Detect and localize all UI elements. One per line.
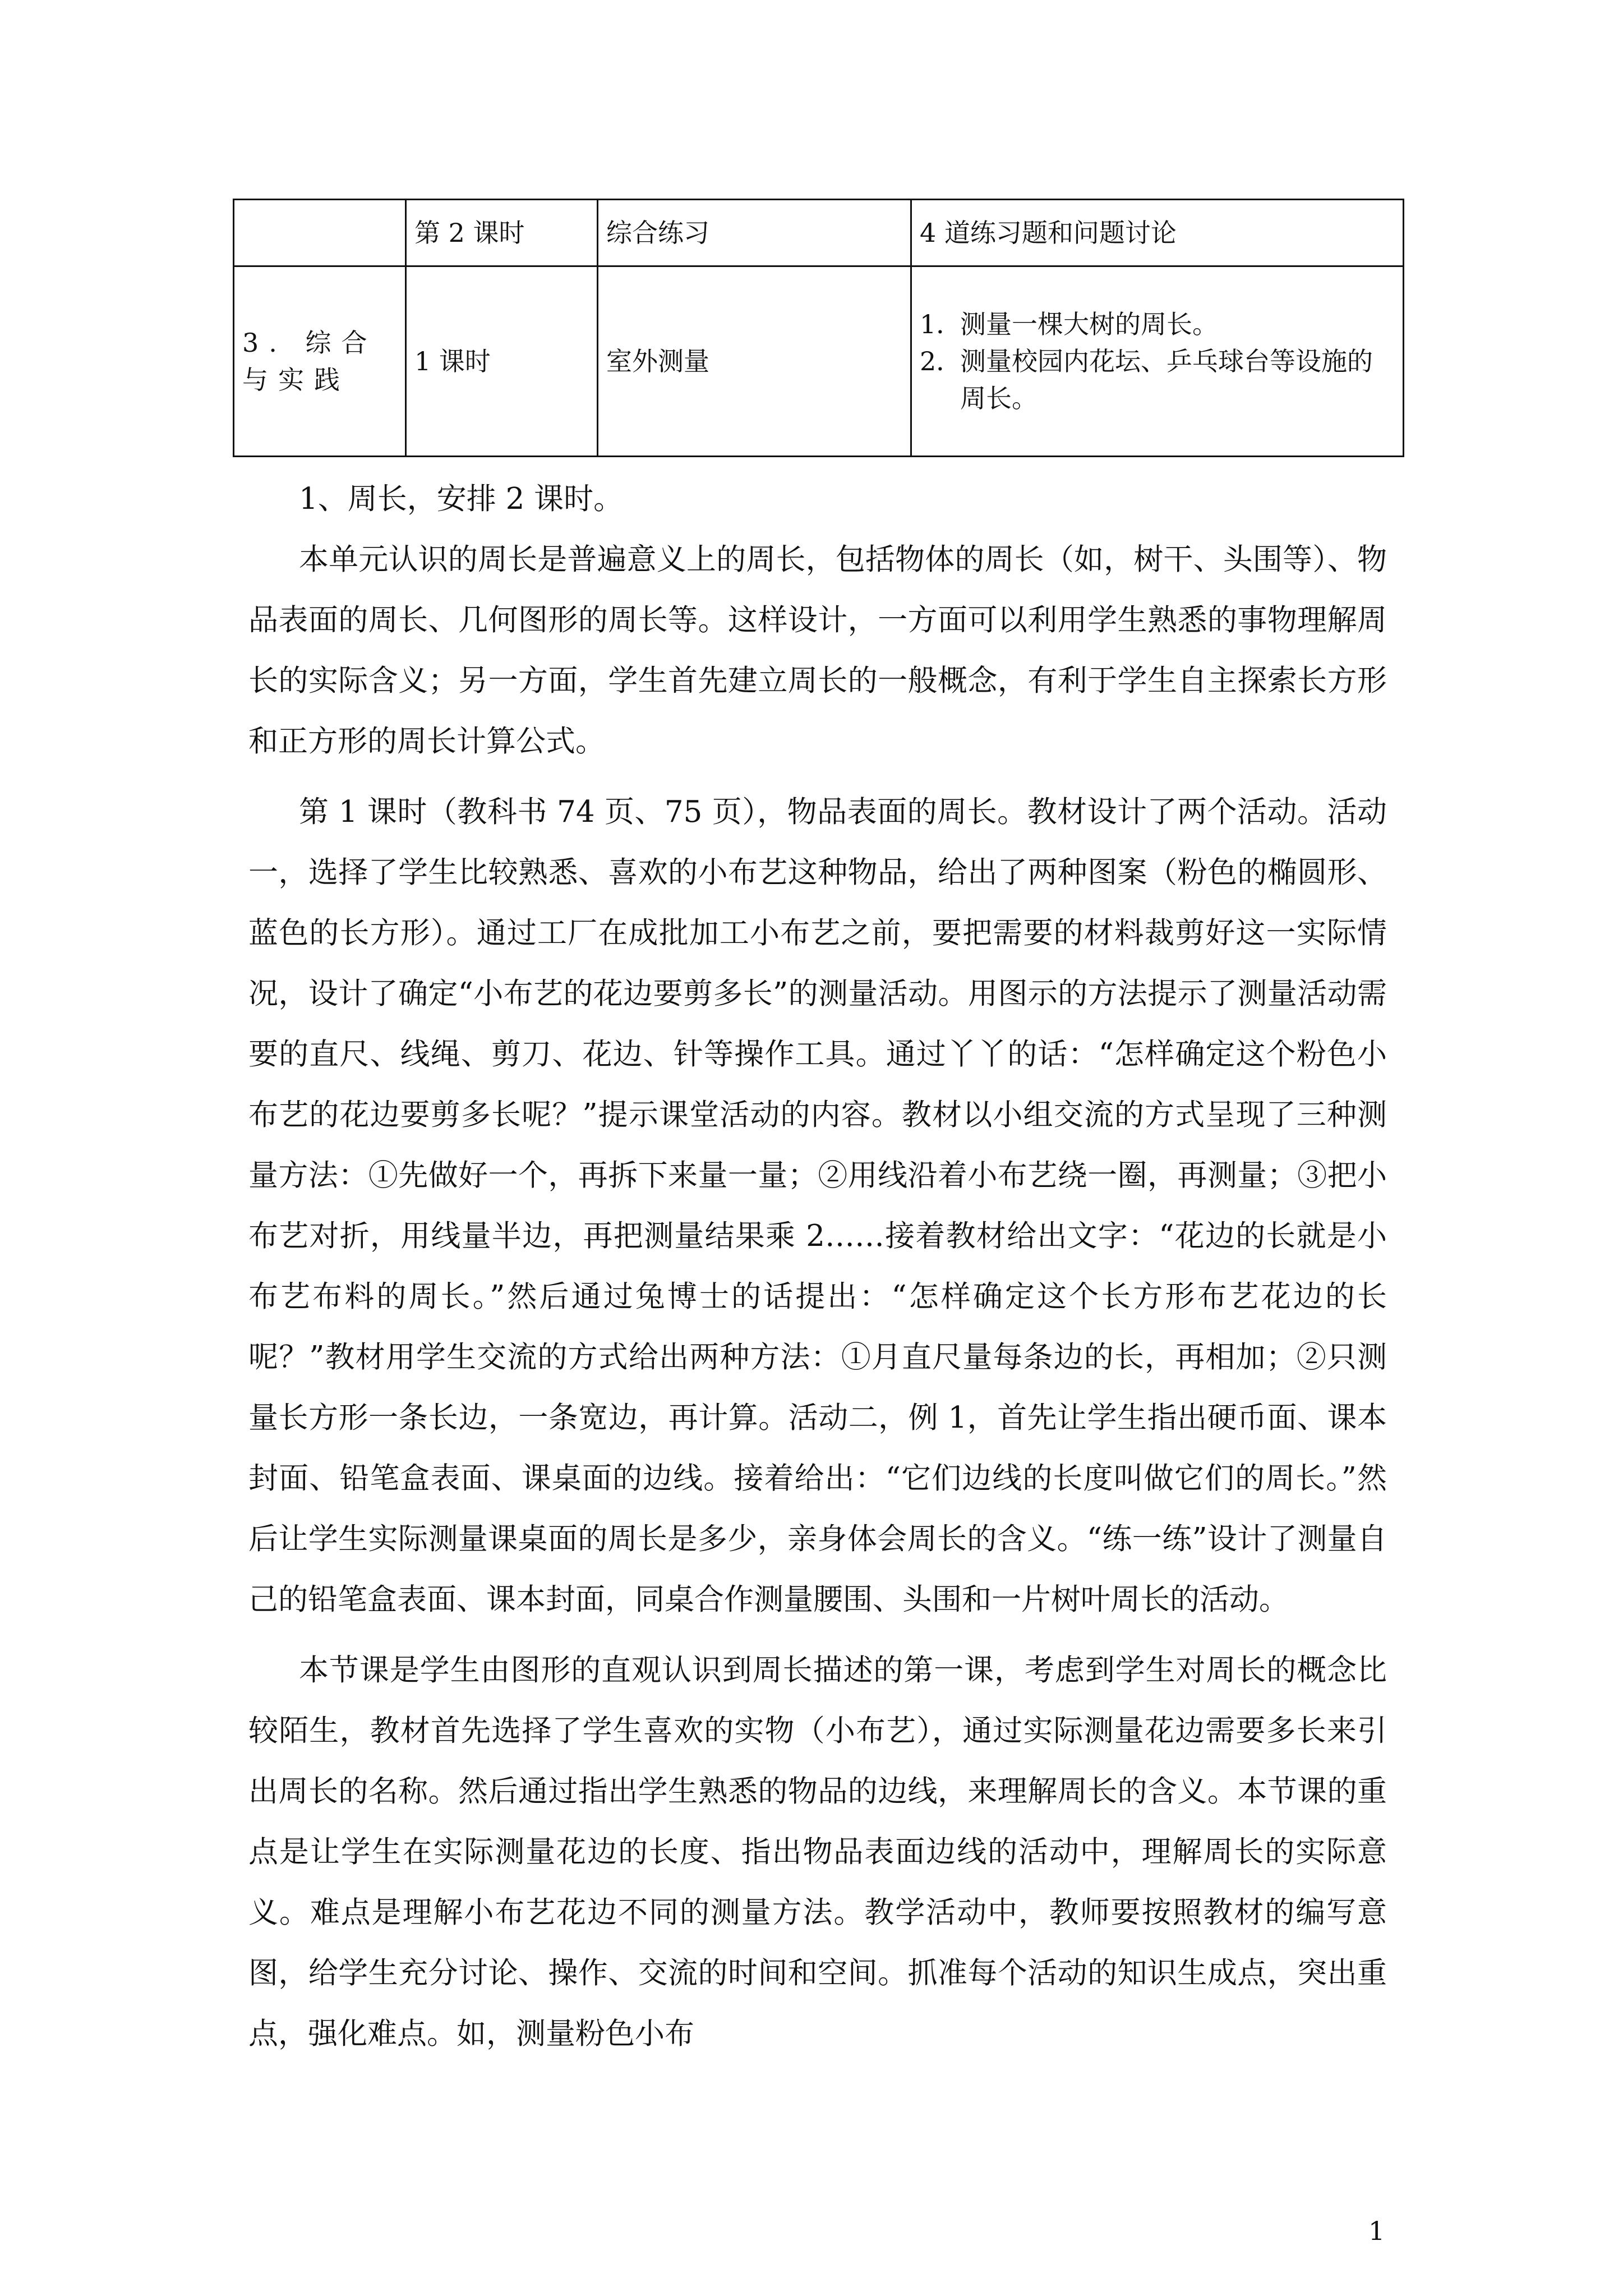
table-cell-topic: 室外测量	[598, 266, 911, 457]
unit-title: 3. 综合与实践	[242, 328, 377, 395]
table-cell-unit	[234, 266, 406, 457]
item-number: 1．	[920, 309, 962, 339]
table-cell-topic: 综合练习	[598, 200, 911, 266]
item-number: 2．	[920, 346, 962, 376]
body-text	[248, 469, 1387, 2064]
paragraph: 本单元认识的周长是普遍意义上的周长，包括物体的周长（如，树干、头围等）、物品表面的周长、几何图形的周长等。这样设计，一方面可以利用学生熟悉的事物理解周长的实际含义；另一方面，学生首先建立周长的一般概念，有利于学生自主探索长方形和正方形的周长计算公式。	[248, 542, 1387, 758]
table-row	[234, 266, 1404, 457]
table-cell-content	[911, 266, 1404, 457]
list-item	[920, 343, 1395, 417]
page-number: 1	[1368, 2216, 1385, 2246]
table-cell-hours: 第 2 课时	[406, 200, 598, 266]
table-cell-unit	[234, 200, 406, 266]
list-item	[920, 306, 1395, 343]
lesson-plan-table	[233, 199, 1404, 457]
table-row	[234, 200, 1404, 266]
paragraph: 1、周长，安排 2 课时。	[299, 482, 624, 516]
table-cell-content: 4 道练习题和问题讨论	[911, 200, 1404, 266]
table-cell-hours: 1 课时	[406, 266, 598, 457]
item-text: 测量一棵大树的周长。	[960, 309, 1218, 339]
item-text: 测量校园内花坛、乒乓球台等设施的周长。	[960, 346, 1373, 413]
paragraph: 本节课是学生由图形的直观认识到周长描述的第一课，考虑到学生对周长的概念比较陌生，教材首先选择了学生喜欢的实物（小布艺），通过实际测量花边需要多长来引出周长的名称。然后通过指出学生熟悉的物品的边线，来理解周长的含义。本节课的重点是让学生在实际测量花边的长度、指出物品表面边线的活动中，理解周长的实际意义。难点是理解小布艺花边不同的测量方法。教学活动中，教师要按照教材的编写意图，给学生充分讨论、操作、交流的时间和空间。抓准每个活动的知识生成点，突出重点，强化难点。如，测量粉色小布	[248, 1653, 1387, 2051]
paragraph: 第 1 课时（教科书 74 页、75 页），物品表面的周长。教材设计了两个活动。活动一，选择了学生比较熟悉、喜欢的小布艺这种物品，给出了两种图案（粉色的椭圆形、蓝色的长方形）。通过工厂在成批加工小布艺之前，要把需要的材料裁剪好这一实际情况，设计了确定“小布艺的花边要剪多长”的测量活动。用图示的方法提示了测量活动需要的直尺、线绳、剪刀、花边、针等操作工具。通过丫丫的话：“怎样确定这个粉色小布艺的花边要剪多长呢？”提示课堂活动的内容。教材以小组交流的方式呈现了三种测量方法：①先做好一个，再拆下来量一量；②用线沿着小布艺绕一圈，再测量；③把小布艺对折，用线量半边，再把测量结果乘 2……接着教材给出文字：“花边的长就是小布艺布料的周长。”然后通过兔博士的话提出：“怎样确定这个长方形布艺花边的长呢？”教材用学生交流的方式给出两种方法：①月直尺量每条边的长，再相加；②只测量长方形一条长边，一条宽边，再计算。活动二，例 1，首先让学生指出硬币面、课本封面、铅笔盒表面、课桌面的边线。接着给出：“它们边线的长度叫做它们的周长。”然后让学生实际测量课桌面的周长是多少，亲身体会周长的含义。“练一练”设计了测量自己的铅笔盒表面、课本封面，同桌合作测量腰围、头围和一片树叶周长的活动。	[248, 795, 1387, 1617]
